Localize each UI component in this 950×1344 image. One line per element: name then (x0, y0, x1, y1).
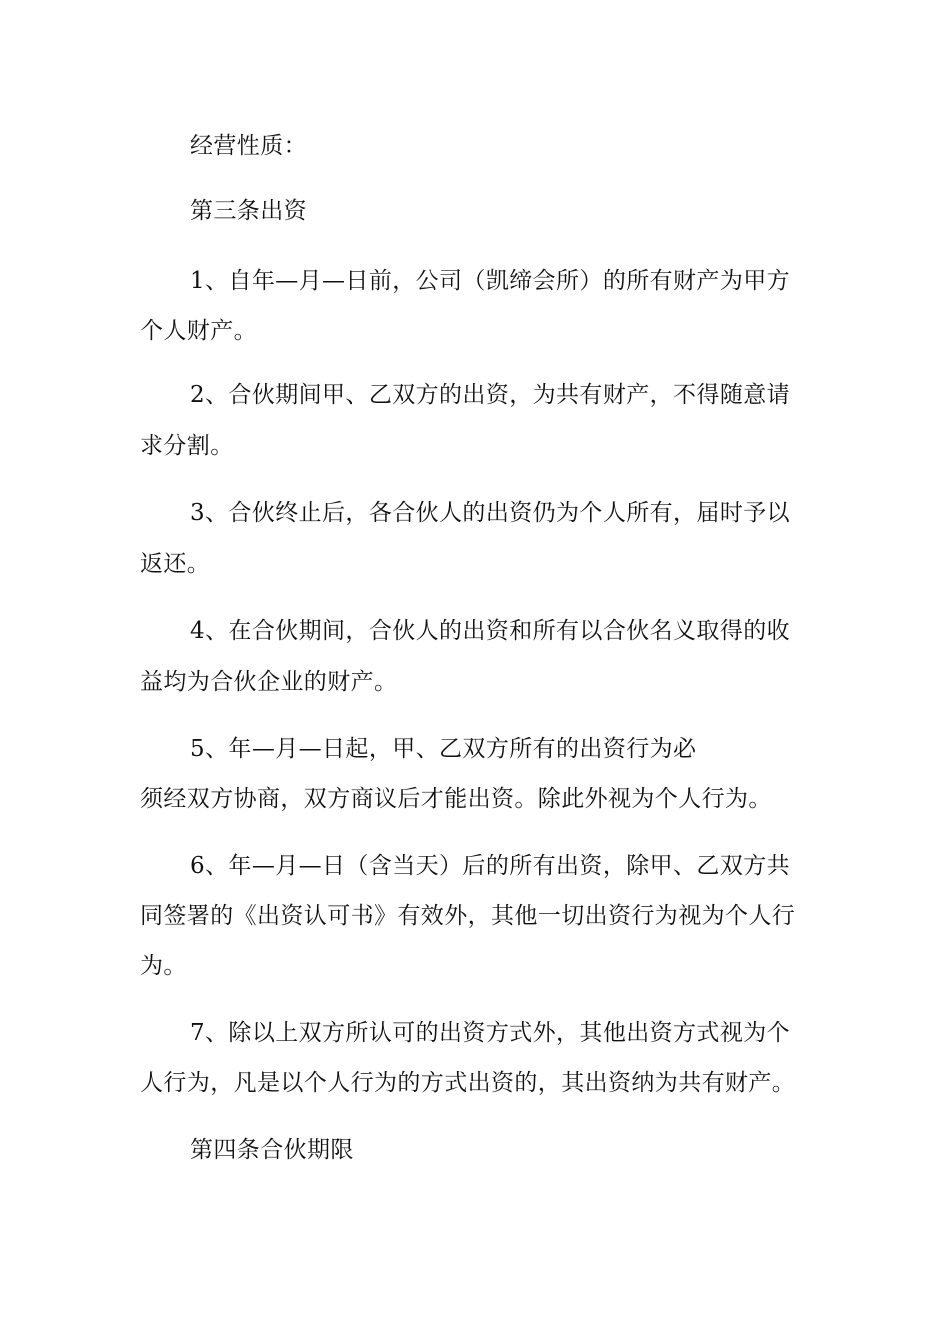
paragraph-1-line-2: 个人财产。 (140, 318, 257, 344)
paragraph-7-line-2: 人行为，凡是以个人行为的方式出资的，其出资纳为共有财产。 (140, 1070, 796, 1096)
paragraph-5-line-2: 须经双方协商，双方商议后才能出资。除此外视为个人行为。 (140, 786, 772, 812)
text-line-business-nature: 经营性质： (190, 133, 307, 159)
paragraph-2-line-1: 2、合伙期间甲、乙双方的出资，为共有财产，不得随意请 (190, 382, 791, 408)
paragraph-1-line-1: 1、自年—月—日前，公司（凯缔会所）的所有财产为甲方 (190, 268, 791, 294)
paragraph-4-line-1: 4、在合伙期间，合伙人的出资和所有以合伙名义取得的收 (190, 618, 791, 644)
paragraph-3-line-1: 3、合伙终止后，各合伙人的出资仍为个人所有，届时予以 (190, 500, 791, 526)
paragraph-6-line-2: 同签署的《出资认可书》有效外，其他一切出资行为视为个人行 (140, 903, 796, 929)
section-heading-article-3: 第三条出资 (190, 198, 307, 224)
paragraph-6-line-1: 6、年—月—日（含当天）后的所有出资，除甲、乙双方共 (190, 853, 791, 879)
paragraph-3-line-2: 返还。 (140, 551, 211, 577)
paragraph-7-line-1: 7、除以上双方所认可的出资方式外，其他出资方式视为个 (190, 1020, 791, 1046)
paragraph-5-line-1: 5、年—月—日起，甲、乙双方所有的出资行为必 (190, 736, 697, 762)
paragraph-2-line-2: 求分割。 (140, 433, 234, 459)
paragraph-6-line-3: 为。 (140, 953, 187, 979)
paragraph-4-line-2: 益均为合伙企业的财产。 (140, 669, 398, 695)
section-heading-article-4: 第四条合伙期限 (190, 1137, 354, 1163)
